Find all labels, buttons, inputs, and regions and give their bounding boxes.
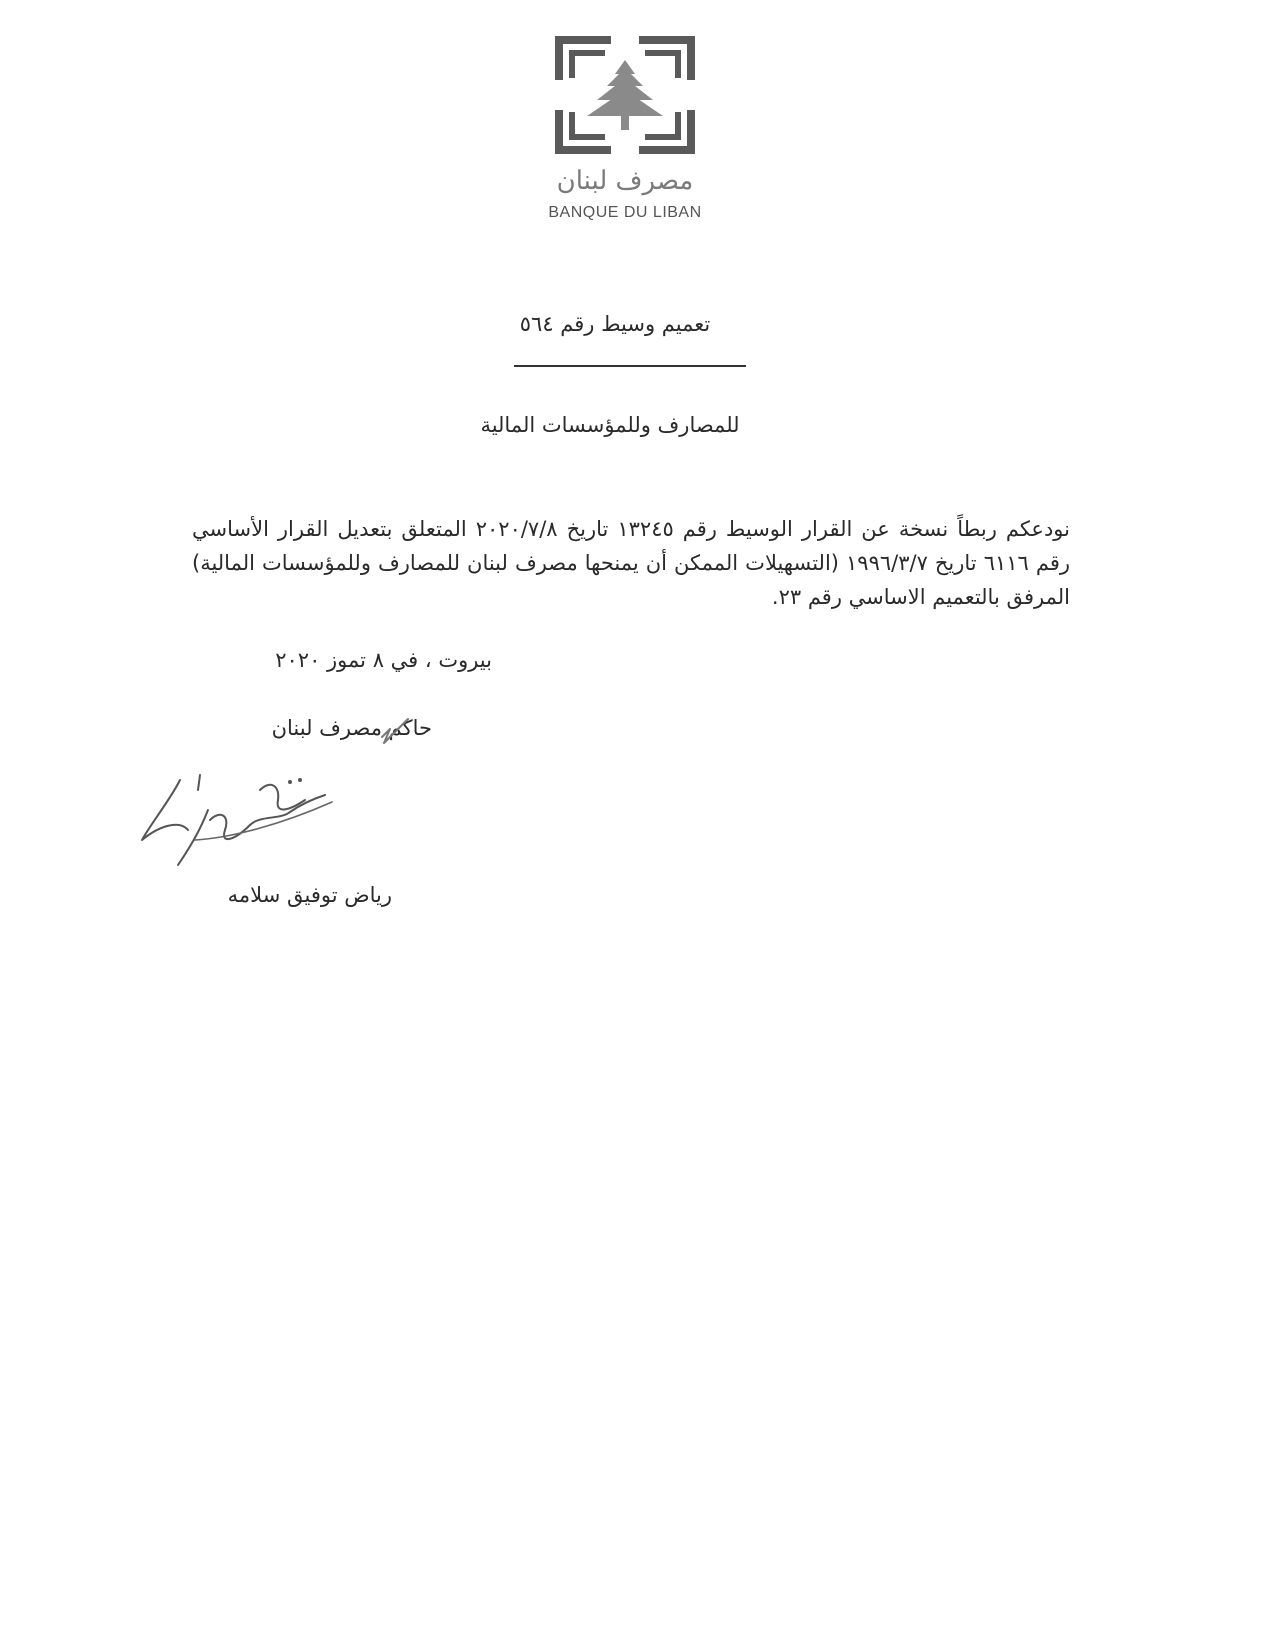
circular-body: نودعكم ربطاً نسخة عن القرار الوسيط رقم ١٣٢٤٥ تاريخ ٢٠٢٠/٧/٨ المتعلق بتعديل القرار الأساسي رقم ٦١١٦ تاريخ ١٩٩٦/٣/٧ (التسهيلات الممكن أن يمنحها مصرف لبنان للمصارف وللمؤسسات المالية) المرفق بالتعميم الاساسي رقم ٢٣. [192,517,1070,609]
check-mark-icon [378,715,412,745]
place-date: بيروت ، في ٨ تموز ٢٠٢٠ [275,648,492,672]
signature-icon [140,770,360,870]
signer-name: رياض توفيق سلامه [227,883,392,907]
cedar-logo-icon [555,36,695,154]
circular-title: تعميم وسيط رقم ٥٦٤ [519,312,711,336]
bank-name-arabic: مصرف لبنان [556,166,694,196]
title-divider [514,365,746,367]
bank-name-french: BANQUE DU LIBAN [548,204,702,221]
signer-title: حاكم مصرف لبنان [271,716,432,740]
addressee: للمصارف وللمؤسسات المالية [480,413,740,437]
